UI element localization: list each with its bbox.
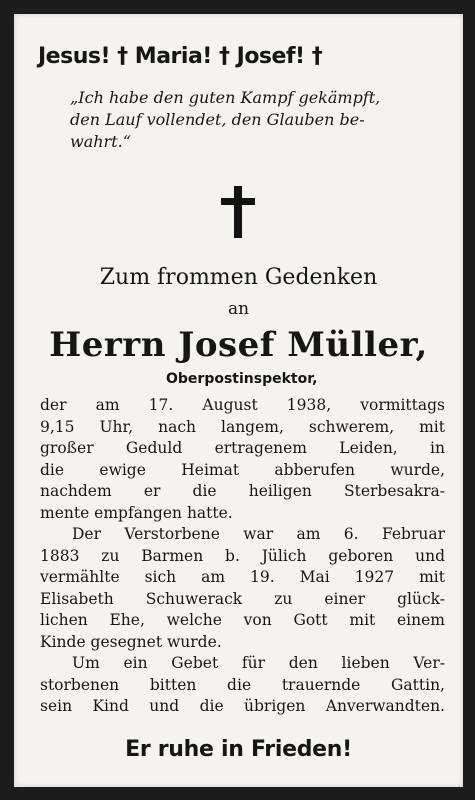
- cross-icon: [221, 186, 255, 238]
- obituary-line: Der Verstorbene war am 6. Februar: [72, 525, 445, 543]
- obituary-line: sein Kind und die übrigen Anverwandten.: [40, 697, 445, 715]
- obituary-text: [40, 395, 445, 718]
- obituary-line: 9,15 Uhr, nach langem, schwerem, mit: [40, 417, 445, 436]
- motto-line: wahrt.“: [70, 132, 131, 151]
- motto-line: „Ich habe den guten Kampf gekämpft,: [70, 88, 381, 107]
- obituary-line: großer Geduld ertragenem Leiden, in: [40, 439, 445, 457]
- deceased-title: Oberpostinspektor,: [166, 371, 318, 387]
- motto-quote: [70, 87, 450, 153]
- invocation-line: Jesus! † Maria! † Josef! †: [38, 44, 323, 69]
- motto-line: den Lauf vollendet, den Glauben be-: [70, 110, 365, 129]
- obituary-line: der am 17. August 1938, vormittags: [40, 396, 445, 414]
- closing-blessing: Er ruhe in Frieden!: [125, 737, 352, 762]
- obituary-line: lichen Ehe, welche von Gott mit einem: [40, 611, 445, 629]
- obituary-line: nachdem er die heiligen Sterbesakra-: [40, 482, 445, 500]
- obituary-line: mente empfangen hatte.: [40, 503, 233, 522]
- obituary-line: Kinde gesegnet wurde.: [40, 632, 222, 651]
- obituary-line: vermählte sich am 19. Mai 1927 mit: [40, 568, 445, 586]
- deceased-name: Herrn Josef Müller,: [49, 325, 428, 365]
- memorial-card: [14, 14, 463, 787]
- obituary-line: Um ein Gebet für den lieben Ver-: [72, 654, 445, 672]
- obituary-line: storbenen bitten die trauernde Gattin,: [40, 675, 445, 694]
- heading-connector: an: [227, 299, 250, 319]
- memorial-heading: Zum frommen Gedenken: [99, 265, 378, 290]
- obituary-line: 1883 zu Barmen b. Jülich geboren und: [40, 546, 445, 565]
- obituary-line: Elisabeth Schuwerack zu einer glück-: [40, 589, 445, 608]
- obituary-line: die ewige Heimat abberufen wurde,: [40, 460, 445, 479]
